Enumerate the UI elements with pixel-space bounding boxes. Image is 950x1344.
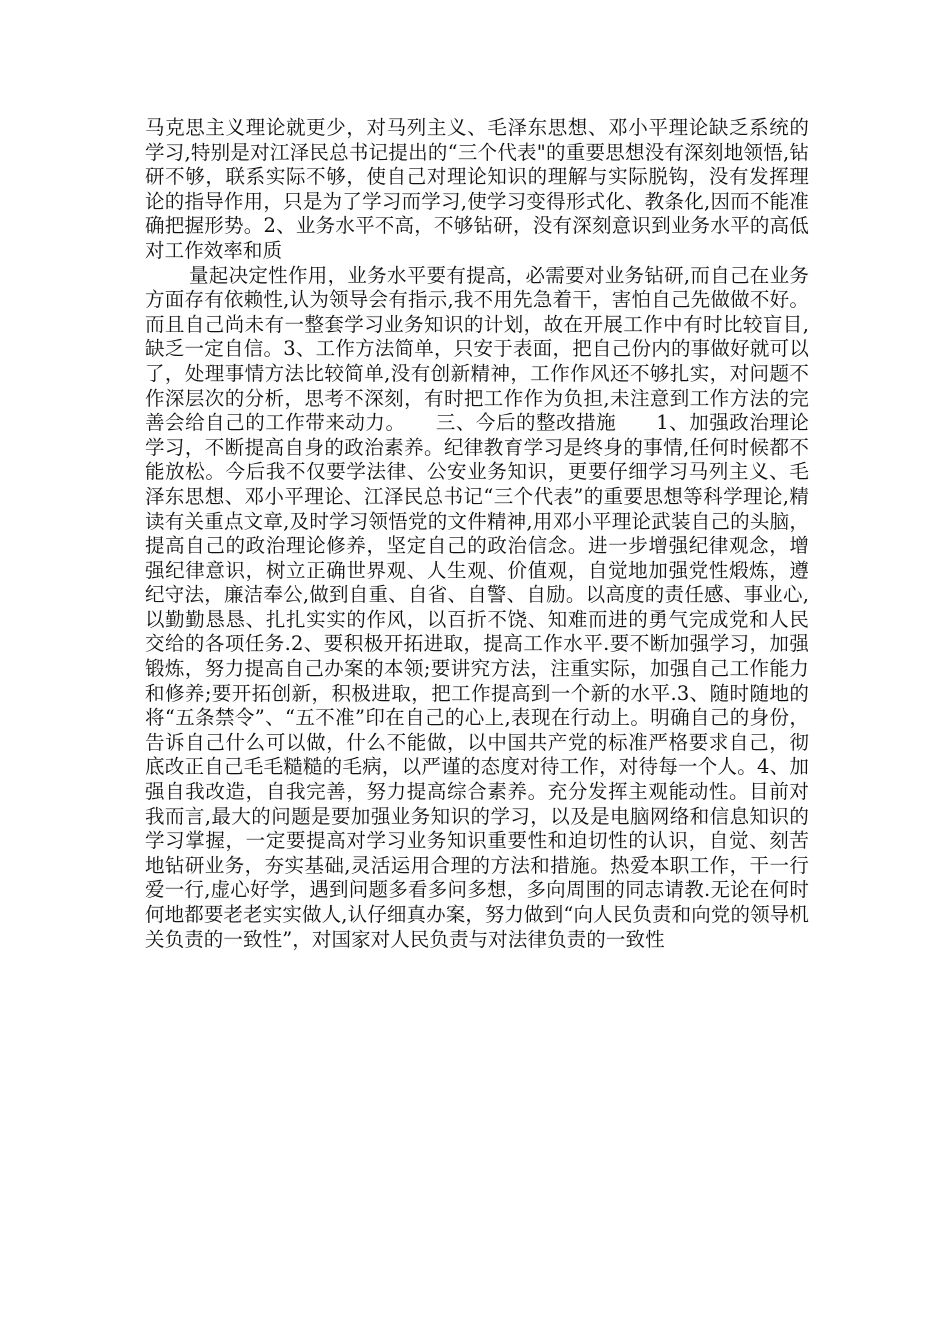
document-body bbox=[145, 116, 809, 952]
paragraph-2: 量起决定性作用，业务水平要有提高，必需要对业务钻研,而自己在业务方面存有依赖性,认为领导会有指示,我不用先急着干，害怕自己先做做不好。而且自己尚未有一整套学习业务知识的计划，故在开展工作中有时比较盲目,缺乏一定自信。3、工作方法简单，只安于表面，把自己份内的事做好就可以了，处理事情方法比较简单,没有创新精神，工作作风还不够扎实，对问题不作深层次的分析，思考不深刻，有时把工作作为负担,未注意到工作方法的完善会给自己的工作带来动力。 三、今后的整改措施 1、加强政治理论学习，不断提高自身的政治素养。纪律教育学习是终身的事情,任何时候都不能放松。今后我不仅要学法律、公安业务知识，更要仔细学习马列主义、毛泽东思想、邓小平理论、江泽民总书记“三个代表”的重要思想等科学理论,精读有关重点文章,及时学习领悟党的文件精神,用邓小平理论武装自己的头脑，提高自己的政治理论修养，坚定自己的政治信念。进一步增强纪律观念，增强纪律意识，树立正确世界观、人生观、价值观，自觉地加强党性煅炼，遵纪守法，廉洁奉公,做到自重、自省、自警、自励。以高度的责任感、事业心,以勤勤恳恳、扎扎实实的作风，以百折不饶、知难而进的勇气完成党和人民交给的各项任务.2、要积极开拓进取，提高工作水平.要不断加强学习，加强锻炼，努力提高自己办案的本领;要讲究方法，注重实际，加强自己工作能力和修养;要开拓创新，积极进取，把工作提高到一个新的水平.3、随时随地的将“五条禁令”、“五不准”印在自己的心上,表现在行动上。明确自己的身份，告诉自己什么可以做，什么不能做，以中国共产党的标准严格要求自己，彻底改正自己毛毛糙糙的毛病，以严谨的态度对待工作，对待每一个人。4、加强自我改造，自我完善，努力提高综合素养。充分发挥主观能动性。目前对我而言,最大的问题是要加强业务知识的学习，以及是电脑网络和信息知识的学习掌握，一定要提高对学习业务知识重要性和迫切性的认识，自觉、刻苦地钻研业务，夯实基础,灵活运用合理的方法和措施。热爱本职工作，干一行爱一行,虚心好学，遇到问题多看多问多想，多向周围的同志请教.无论在何时何地都要老老实实做人,认仔细真办案，努力做到“向人民负责和向党的领导机关负责的一致性”，对国家对人民负责与对法律负责的一致性 bbox=[145, 263, 809, 951]
paragraph-1: 马克思主义理论就更少，对马列主义、毛泽东思想、邓小平理论缺乏系统的学习,特别是对江泽民总书记提出的“三个代表"的重要思想没有深刻地领悟,钻研不够，联系实际不够，使自己对理论知识的理解与实际脱钩，没有发挥理论的指导作用，只是为了学习而学习,使学习变得形式化、教条化,因而不能准确把握形势。2、业务水平不高，不够钻研，没有深刻意识到业务水平的高低对工作效率和质 bbox=[145, 116, 809, 262]
